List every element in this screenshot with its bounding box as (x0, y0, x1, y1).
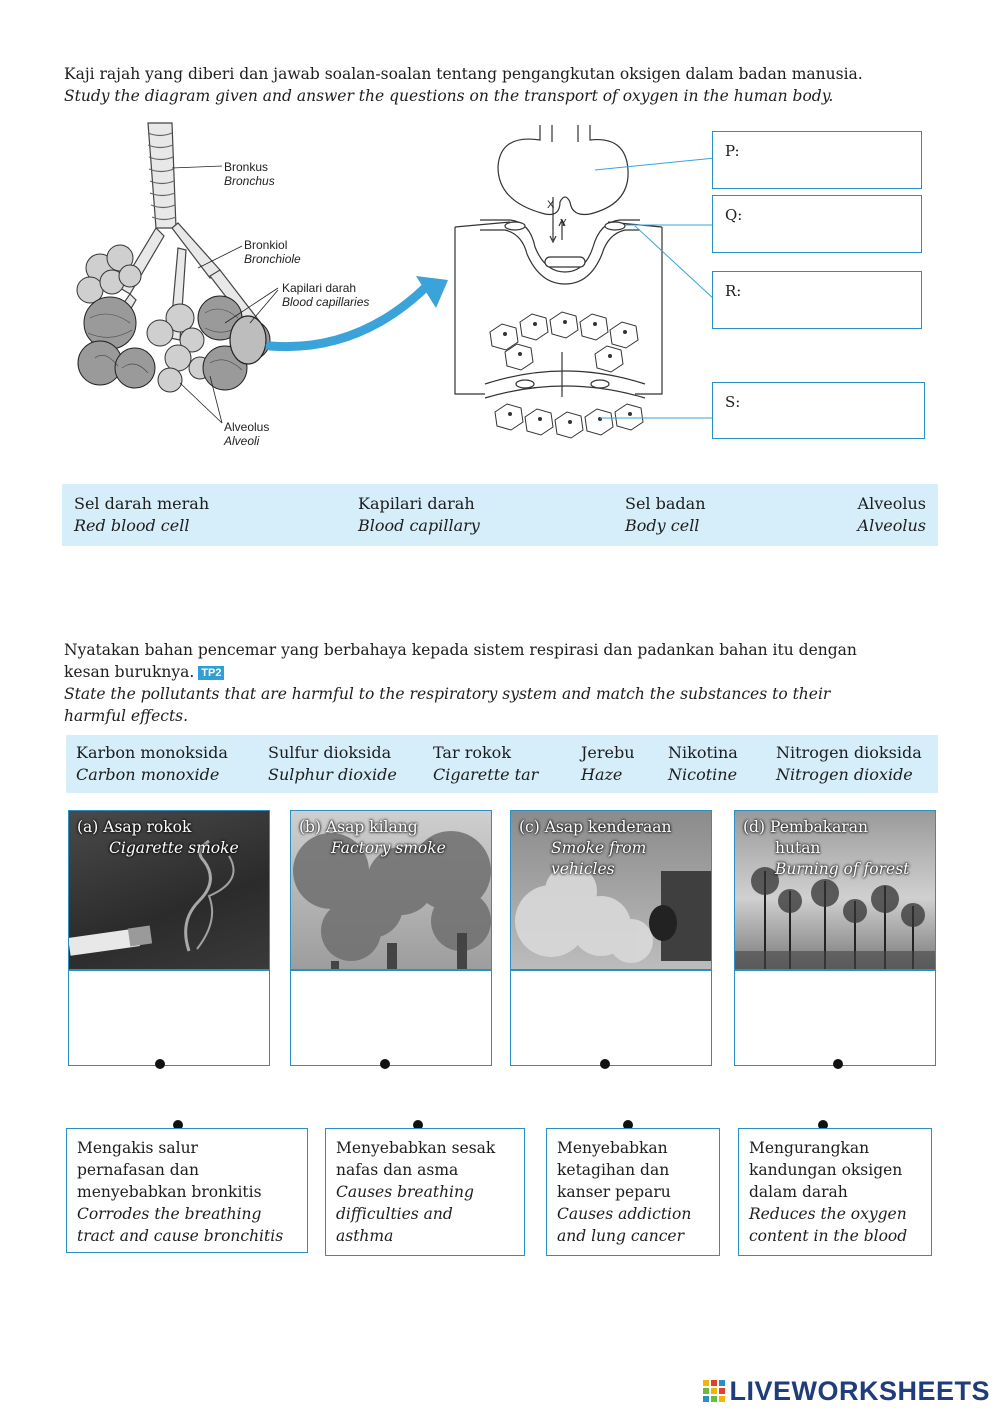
effect-text: and lung cancer (557, 1227, 685, 1245)
word-bank-1 (62, 484, 938, 546)
effect-text: ketagihan dan (557, 1161, 670, 1179)
answer-box-a[interactable] (68, 970, 270, 1066)
word-bank-item: Kapilari darah Blood capillary (358, 494, 480, 535)
answer-label-p: P: (725, 142, 740, 160)
effect-text: dalam darah (749, 1183, 848, 1201)
label-bronchus: Bronkus Bronchus (224, 160, 275, 188)
effect-text: difficulties and (336, 1205, 453, 1223)
label-bronchiole: Bronkiol Bronchiole (244, 238, 301, 266)
word-bank-2 (66, 735, 938, 793)
effect-text: Causes addiction (557, 1205, 692, 1223)
word-bank-item: Tar rokok Cigarette tar (433, 743, 539, 784)
answer-box-c[interactable] (510, 970, 712, 1066)
photo-caption-d: (d) Pembakaran hutan Burning of forest (743, 818, 910, 878)
photo-caption-c: (c) Asap kenderaan Smoke from vehicles (519, 818, 672, 878)
word-bank-item: Alveolus Alveolus (857, 494, 926, 535)
match-dot-a[interactable] (155, 1059, 165, 1069)
effect-text: asthma (336, 1227, 394, 1245)
match-dot-b[interactable] (380, 1059, 390, 1069)
effect-text: Corrodes the breathing (77, 1205, 262, 1223)
instruction2-english-line1: State the pollutants that are harmful to the respiratory system and match the substances to their (64, 685, 831, 703)
effect-box-3 (546, 1128, 720, 1256)
liveworksheets-brand: LIVEWORKSHEETS (729, 1376, 990, 1406)
instruction-english: Study the diagram given and answer the questions on the transport of oxygen in the human body. (64, 87, 834, 105)
label-y: Y (560, 218, 567, 229)
answer-label-s: S: (725, 393, 741, 411)
effect-text: Menyebabkan (557, 1139, 668, 1157)
effect-text: Reduces the oxygen (749, 1205, 907, 1223)
instruction2-malay-line1: Nyatakan bahan pencemar yang berbahaya kepada sistem respirasi dan padankan bahan itu dengan (64, 641, 857, 659)
photo-cigarette-smoke (68, 810, 270, 970)
answer-box-b[interactable] (290, 970, 492, 1066)
effect-text: tract and cause bronchitis (77, 1227, 284, 1245)
liveworksheets-logo-icon (703, 1378, 725, 1400)
word-bank-item: Nikotina Nicotine (668, 743, 738, 784)
answer-box-r[interactable] (712, 271, 922, 329)
answer-box-d[interactable] (734, 970, 936, 1066)
effect-text: kandungan oksigen (749, 1161, 903, 1179)
photo-factory-smoke (290, 810, 492, 970)
answer-label-q: Q: (725, 206, 743, 224)
photo-forest-burning (734, 810, 936, 970)
word-bank-item: Sel darah merah Red blood cell (74, 494, 210, 535)
gas-exchange-diagram (450, 122, 720, 452)
photo-caption-a: (a) Asap rokok Cigarette smoke (77, 818, 239, 857)
label-alveoli: Alveolus Alveoli (224, 420, 270, 448)
instruction-malay: Kaji rajah yang diberi dan jawab soalan-soalan tentang pengangkutan oksigen dalam badan manusia. (64, 65, 863, 83)
answer-box-q[interactable] (712, 195, 922, 253)
effect-box-2 (325, 1128, 525, 1256)
effect-text: pernafasan dan (77, 1161, 199, 1179)
match-dot-d[interactable] (833, 1059, 843, 1069)
answer-box-p[interactable] (712, 131, 922, 189)
effect-text: nafas dan asma (336, 1161, 459, 1179)
effect-text: content in the blood (749, 1227, 908, 1245)
photo-vehicle-smoke (510, 810, 712, 970)
word-bank-item: Karbon monoksida Carbon monoxide (76, 743, 228, 784)
answer-label-r: R: (725, 282, 742, 300)
word-bank-item: Sel badan Body cell (625, 494, 706, 535)
answer-box-s[interactable] (712, 382, 925, 439)
liveworksheets-logo (703, 1376, 990, 1407)
effect-box-1 (66, 1128, 308, 1253)
word-bank-item: Sulfur dioksida Sulphur dioxide (268, 743, 397, 784)
tp2-badge: TP2 (198, 666, 224, 680)
match-dot-c[interactable] (600, 1059, 610, 1069)
instruction2-malay-line2: kesan buruknya. TP2 (64, 662, 224, 683)
label-blood-capillaries: Kapilari darah Blood capillaries (282, 281, 370, 309)
effect-text: Menyebabkan sesak (336, 1139, 496, 1157)
effect-text: kanser peparu (557, 1183, 671, 1201)
effect-box-4 (738, 1128, 932, 1256)
label-x: X (547, 199, 555, 211)
effect-text: menyebabkan bronkitis (77, 1183, 262, 1201)
effect-text: Causes breathing (336, 1183, 474, 1201)
instruction2-english-line2: harmful effects. (64, 707, 189, 725)
word-bank-item: Nitrogen dioksida Nitrogen dioxide (776, 743, 922, 784)
word-bank-item: Jerebu Haze (581, 743, 635, 784)
effect-text: Mengakis salur (77, 1139, 198, 1157)
photo-caption-b: (b) Asap kilang Factory smoke (299, 818, 446, 857)
effect-text: Mengurangkan (749, 1139, 870, 1157)
